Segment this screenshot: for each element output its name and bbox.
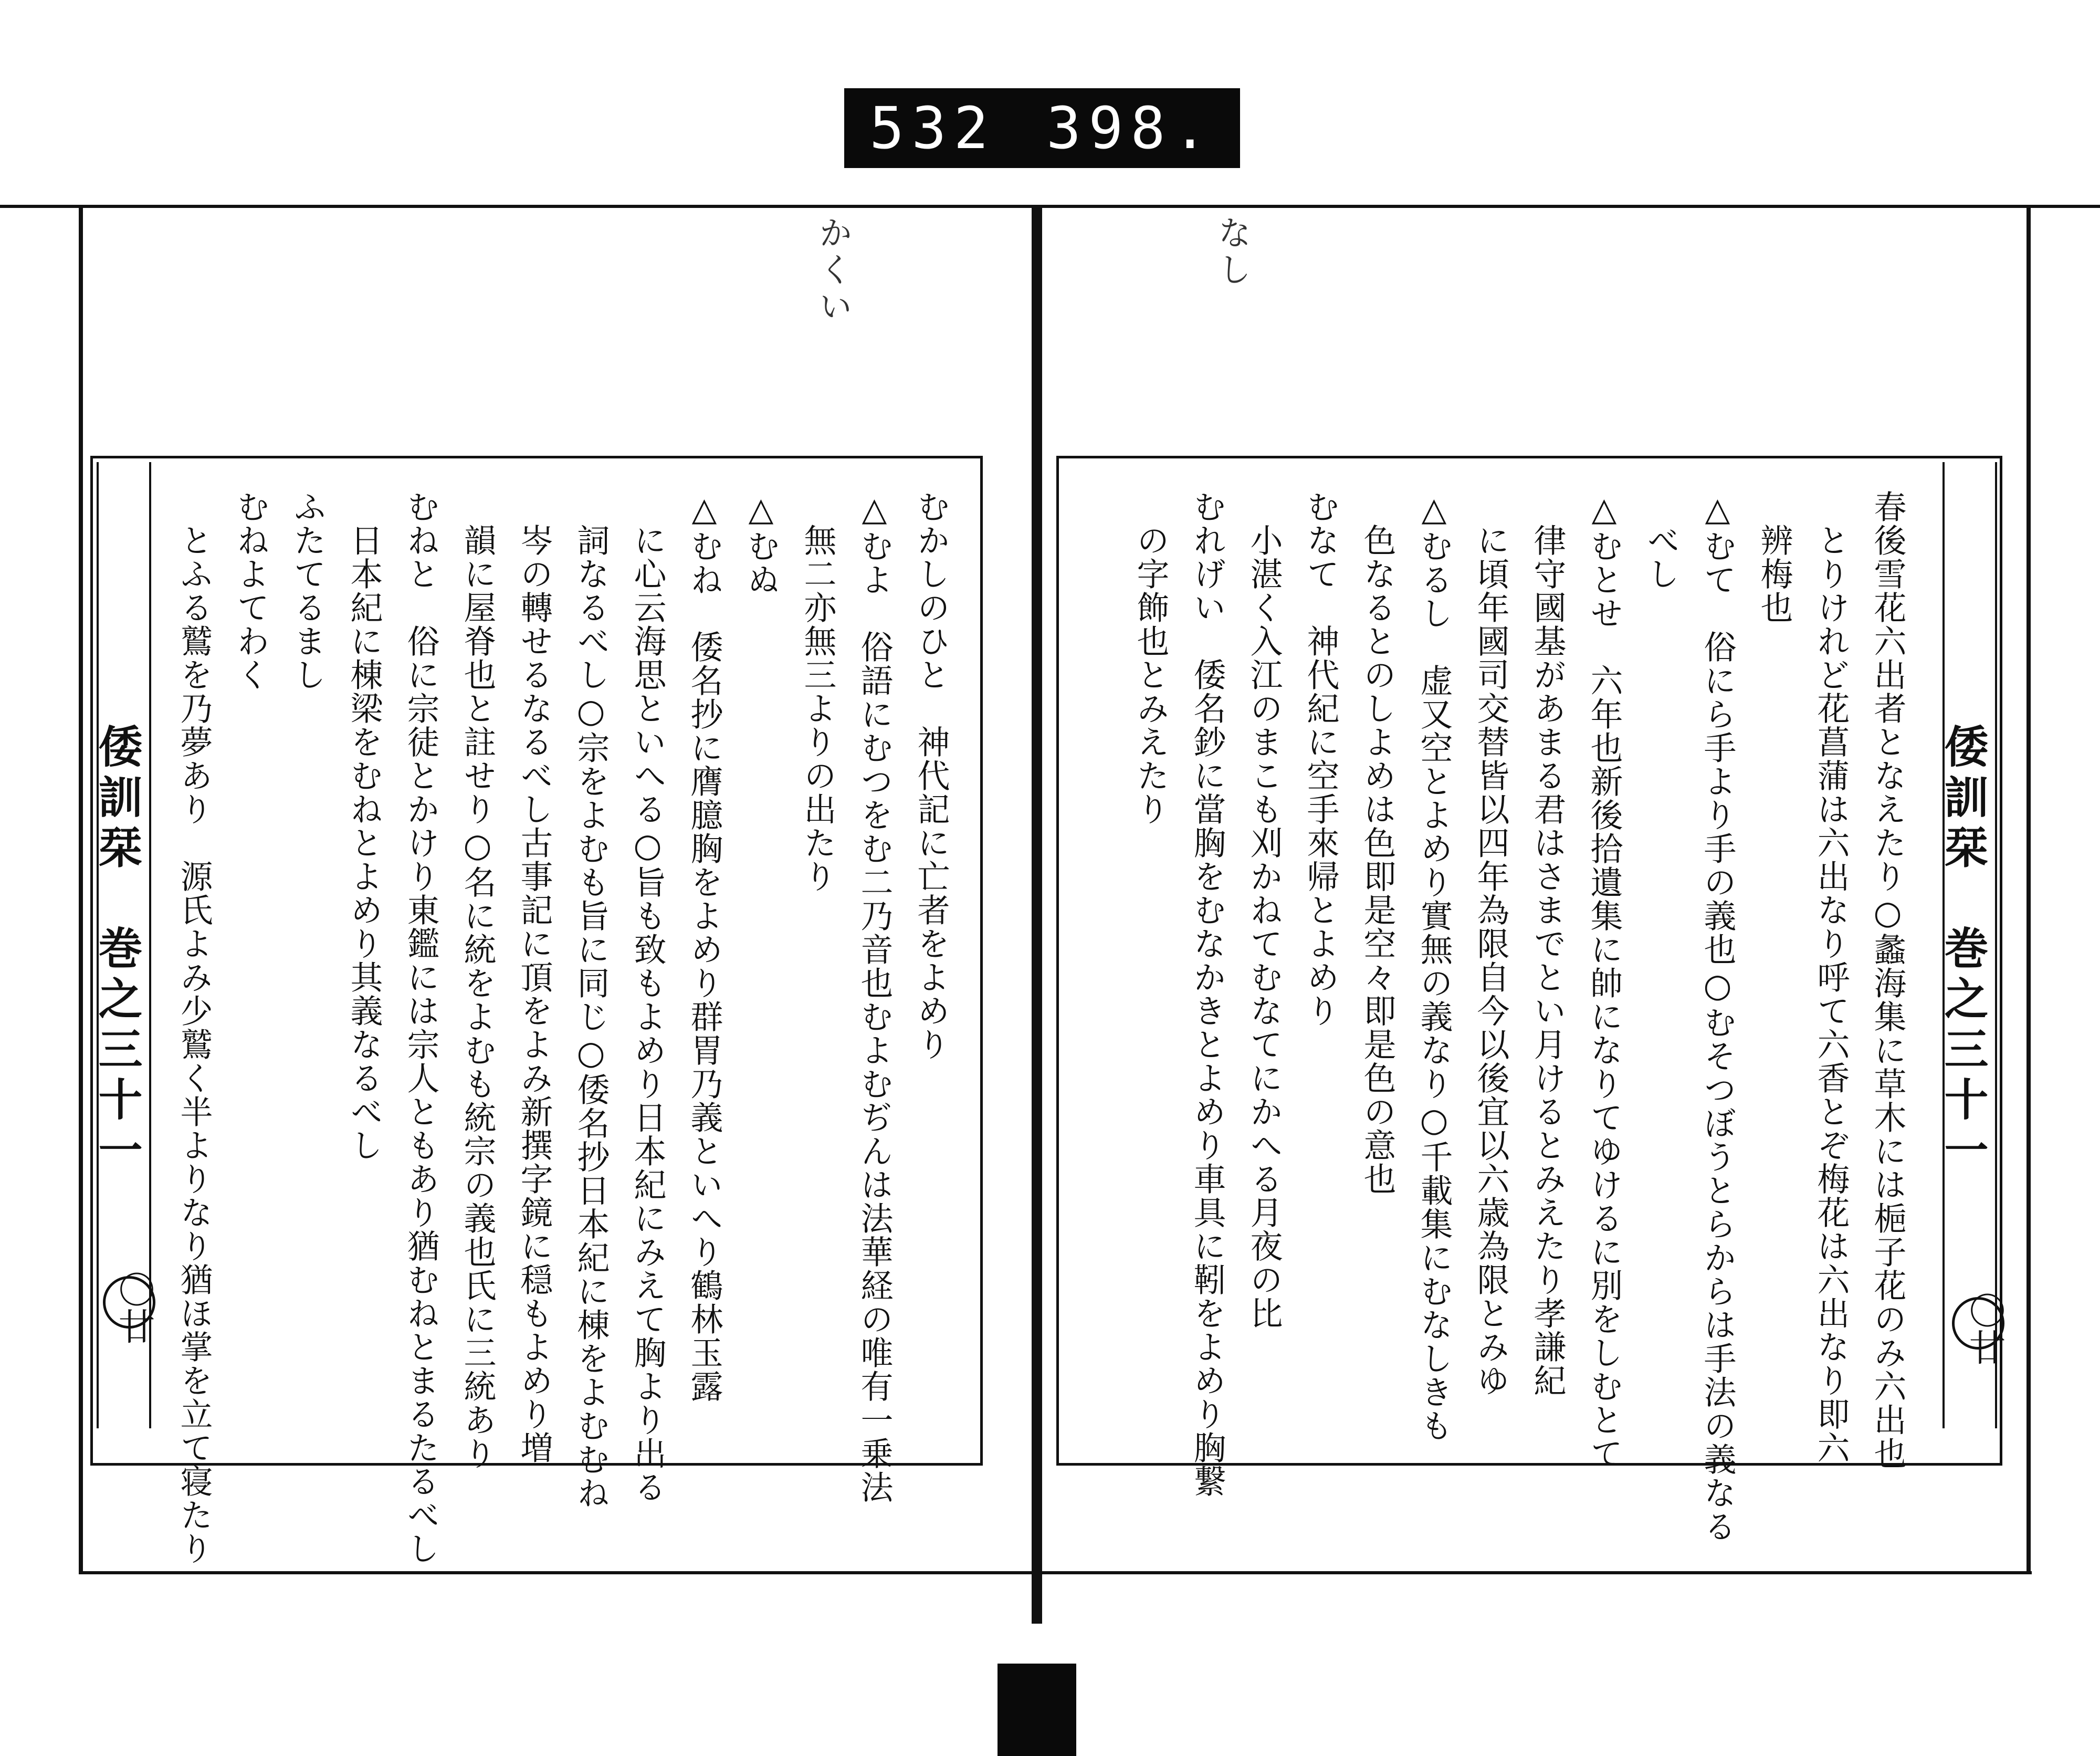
catalog-number-plate xyxy=(844,88,1240,168)
plate-number-right: 398. xyxy=(1046,95,1215,162)
scribble-right: なし xyxy=(1212,215,1251,289)
left-line: △むぬ xyxy=(742,490,780,597)
right-line: △むて 俗にら手より手の義也○むそつぼうとらからは手法の義なる xyxy=(1698,490,1737,1543)
right-outer-edge xyxy=(2026,206,2031,1571)
right-line: べし xyxy=(1642,490,1680,591)
right-line: 律守國基があまる君はさまでとい月けるとみえたり孝謙紀 xyxy=(1528,490,1567,1397)
spine-foot-block xyxy=(998,1664,1076,1756)
right-page-frame xyxy=(1056,456,2002,1543)
left-outer-edge xyxy=(79,206,83,1571)
left-line: 詞なるべし○宗をよむも旨に同じ○倭名抄日本紀に棟をよむむね xyxy=(572,490,610,1510)
right-line: 春後雪花六出者となえたり○蠡海集に草木には梔子花のみ六出也 xyxy=(1868,490,1907,1470)
right-line: に頃年國司交替皆以四年為限自今以後宜以六歳為限とみゆ xyxy=(1472,490,1510,1397)
right-line: 色なるとのしよめは色即是空々即是色の意也 xyxy=(1358,490,1396,1196)
left-line: 日本紀に棟梁をむねとよめり其義なるべし xyxy=(345,490,383,1162)
left-line: ふたてるまし xyxy=(288,490,327,692)
folio-circle-left xyxy=(103,1276,155,1329)
bottom-rule xyxy=(79,1571,2032,1574)
left-line: 無二亦無三よりの出たり xyxy=(799,490,837,893)
left-folio: 〇廿 xyxy=(112,1271,155,1344)
left-line: とふる鷲を乃夢あり 源氏よみ少鷲く半よりなり猶ほ掌を立て寝たり xyxy=(175,490,213,1565)
right-line: 小湛く入江のまこも刈かねてむなてにかへる月夜の比 xyxy=(1245,490,1283,1330)
right-line: 辨梅也 xyxy=(1755,490,1793,624)
right-line: むれげい 倭名鈔に當胸をむなかきとよめり車具に靷をよめり胸繋 xyxy=(1188,490,1226,1498)
right-title-band: 倭訓栞 巻之三十一 xyxy=(1942,462,1997,1428)
right-line: △むとせ 六年也新後拾遺集に帥になりてゆけるに別をしむとて xyxy=(1585,490,1623,1470)
left-line: むねよてわく xyxy=(232,490,270,692)
right-line: の字飾也とみえたり xyxy=(1131,490,1170,826)
left-line: 韻に屋脊也と註せり○名に統をよむも統宗の義也氏に三統あり xyxy=(458,490,497,1470)
left-line: △むよ 俗語にむつをむ二乃音也むよむぢんは法華経の唯有一乗法 xyxy=(855,490,894,1504)
left-line: むねと 俗に宗徒とかけり東鑑には宗人ともあり猶むねとまるたるべし xyxy=(402,490,440,1565)
folio-circle-right xyxy=(1952,1297,2004,1350)
left-page-frame xyxy=(90,456,983,1565)
left-page-text xyxy=(165,490,959,1565)
plate-number-left: 532 xyxy=(869,95,996,162)
top-rule xyxy=(0,205,2100,208)
right-line: むなて 神代紀に空手來帰とよめり xyxy=(1301,490,1340,1028)
right-line: とりけれど花菖蒲は六出なり呼て六香とぞ梅花は六出なり即六 xyxy=(1812,490,1850,1465)
right-line: △むるし 虚又空とよめり實無の義なり○千載集にむなしきも xyxy=(1415,490,1453,1443)
right-folio: 〇廿 xyxy=(1963,1292,2006,1365)
left-line: に心云海思といへる○旨も致もよめり日本紀にみえて胸より出る xyxy=(628,490,667,1504)
right-page-text xyxy=(1122,490,1916,1543)
scribble-left: かくい xyxy=(813,215,852,326)
left-title-band: 倭訓栞 巻之三十一 xyxy=(97,462,151,1428)
left-line: むかしのひと 神代記に亡者をよめり xyxy=(912,490,950,1061)
left-line: △むね 倭名抄に膺臆胸をよめり群胃乃義といへり鶴林玉露 xyxy=(685,490,723,1403)
left-line: 岑の轉せるなるべし古事記に頂をよみ新撰字鏡に穏もよめり増 xyxy=(515,490,553,1465)
book-spine xyxy=(1032,206,1042,1624)
